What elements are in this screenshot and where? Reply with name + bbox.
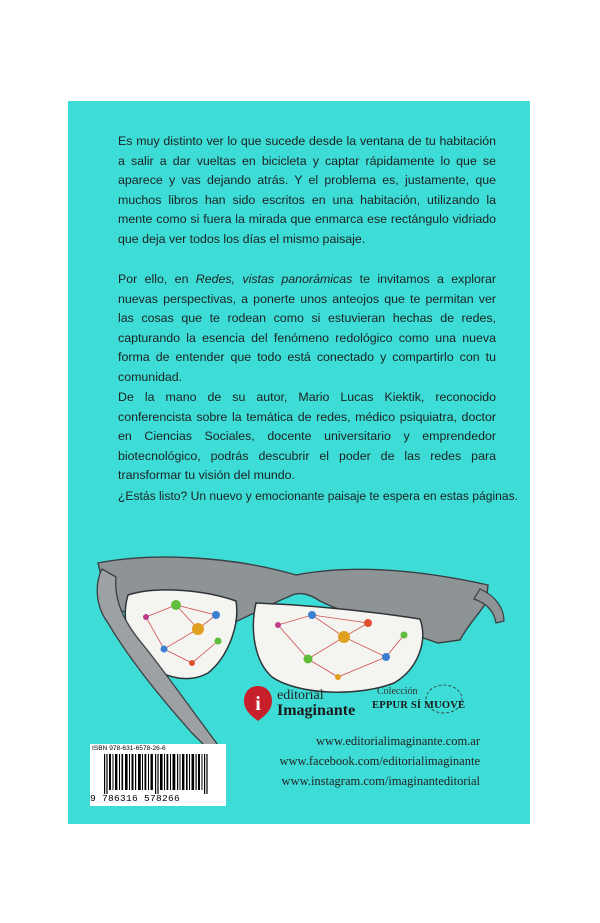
isbn-number: ISBN 978-631-6578-26-6	[92, 745, 166, 752]
synopsis-paragraph-2	[118, 270, 496, 388]
barcode-bars	[104, 754, 214, 794]
publisher-name: Imaginante	[277, 702, 356, 719]
collection-label: Colección	[377, 686, 418, 697]
author-paragraph: De la mano de su autor, Mario Lucas Kiektik, reconocido conferencista sobre la temática de redes, médico psiquiatra, doctor en Ciencias Sociales, docente universitario y emprendedor biotecnológico, podrás descubrir el poder de las redes para transformar tu visión del mundo.	[118, 390, 496, 483]
logo-letter: i	[255, 693, 261, 715]
barcode-digits: 9 786316 578266	[90, 793, 181, 804]
barcode	[90, 744, 226, 806]
publisher-line-1: editorial	[277, 688, 324, 703]
website-link[interactable]: www.editorialimaginante.com.ar	[315, 734, 480, 748]
facebook-link[interactable]: www.facebook.com/editorialimaginante	[279, 754, 480, 768]
book-title: Redes, vistas panorámicas	[195, 272, 353, 286]
paragraph-2-intro: Por ello, en	[118, 272, 196, 286]
synopsis-paragraph-1: Es muy distinto ver lo que sucede desde la ventana de tu habitación a salir a dar vueltas en bicicleta y captar rápidamente lo que se aparece y vas dejando atrás. Y el problema es, justamente, que muchos libros han sido escritos en una habitación, utilizando la mente como si fuera la mirada que enmarca ese rectángulo vidriado que deja ver todos los días el mismo paisaje.	[118, 134, 496, 246]
collection-name: EPPUR SÍ MUOVE	[372, 700, 466, 711]
paragraph-2-body: te invitamos a explorar nuevas perspectivas, a ponerte unos anteojos que te permitan ver las cosas que te rodean como si estuvieran hechas de redes, capturando la esencia del fenómeno redológico como una nueva forma de entender que todo está conectado y compartirlo con tu comunidad.	[118, 272, 496, 384]
instagram-link[interactable]: www.instagram.com/imaginanteditorial	[281, 774, 480, 788]
closing-question: ¿Estás listo? Un nuevo y emocionante paisaje te espera en estas páginas.	[118, 489, 519, 503]
editorial-logo-icon	[243, 684, 273, 722]
